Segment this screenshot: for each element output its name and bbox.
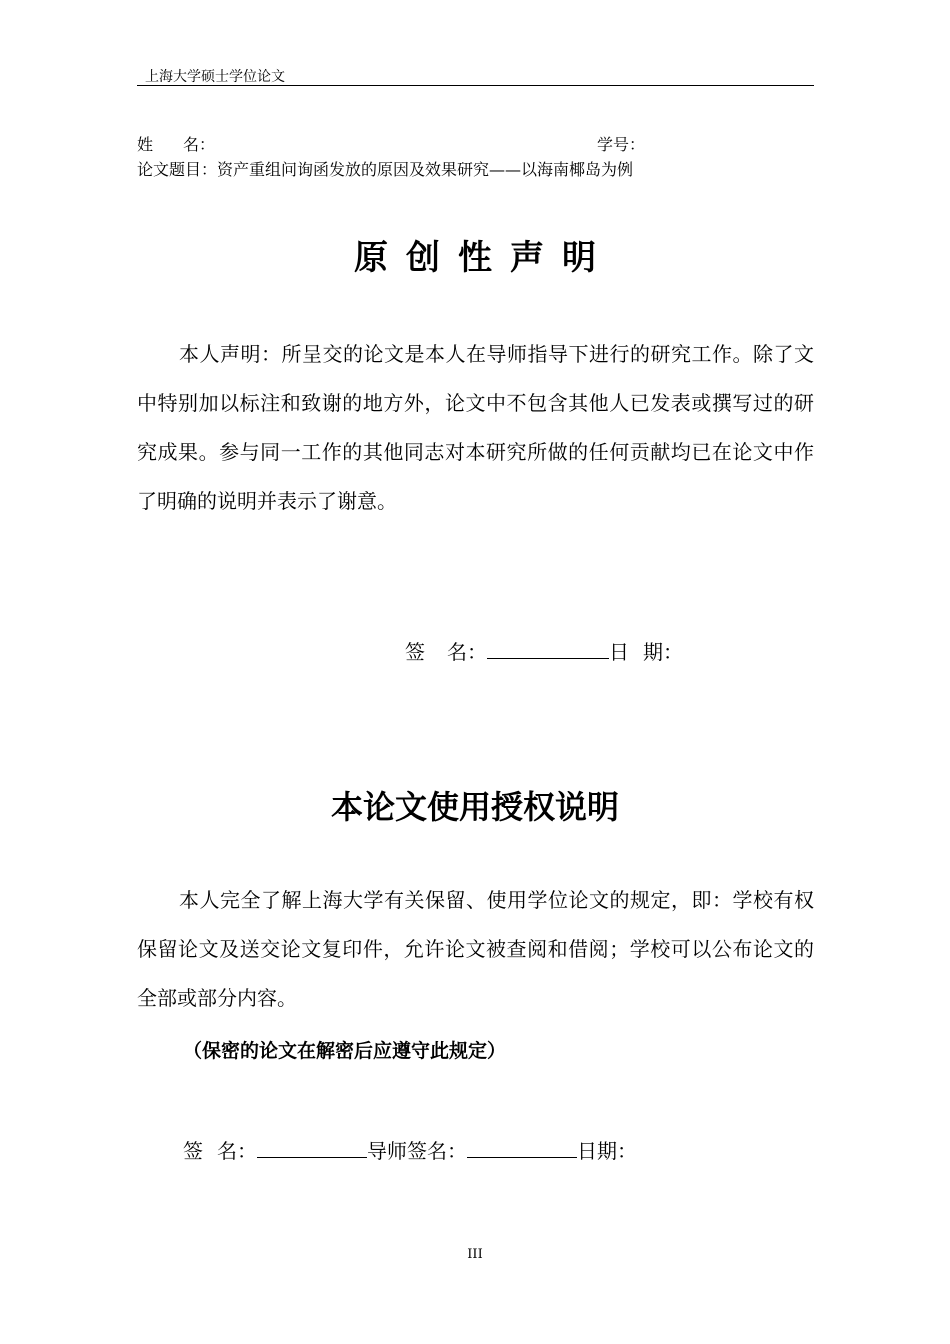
author-signature-blank[interactable] xyxy=(257,1139,367,1158)
sign-label-char-2: 名： xyxy=(447,640,487,664)
page-number: III xyxy=(467,1247,483,1262)
signature-blank[interactable] xyxy=(487,640,609,659)
confidential-note: （保密的论文在解密后应遵守此规定） xyxy=(183,1040,507,1062)
date-label-char-2: 期： xyxy=(643,640,683,664)
auth-date-label: 日期： xyxy=(577,1139,637,1163)
declaration-heading: 原创性声明 xyxy=(354,238,614,278)
sign-label-char-1: 签 xyxy=(405,640,425,664)
auth-sign-label-char-2: 名： xyxy=(217,1139,257,1163)
authorization-signature-row xyxy=(183,1135,637,1164)
declaration-signature-row xyxy=(405,636,683,665)
running-header: 上海大学硕士学位论文 xyxy=(145,69,285,85)
name-label-char-1: 姓 xyxy=(137,135,154,154)
authorization-heading: 本论文使用授权说明 xyxy=(330,788,619,826)
date-label-char-1: 日 xyxy=(609,640,629,664)
header-rule xyxy=(137,85,814,86)
name-label-char-2: 名： xyxy=(183,135,216,154)
auth-sign-label-char-1: 签 xyxy=(183,1139,203,1163)
name-label xyxy=(137,132,215,155)
authorization-paragraph: 本人完全了解上海大学有关保留、使用学位论文的规定，即：学校有权保留论文及送交论文复印件，允许论文被查阅和借阅；学校可以公布论文的全部或部分内容。 xyxy=(137,888,814,1010)
student-id-label: 学号： xyxy=(597,135,646,154)
declaration-paragraph: 本人声明：所呈交的论文是本人在导师指导下进行的研究工作。除了文中特别加以标注和致谢的地方外，论文中不包含其他人已发表或撰写过的研究成果。参与同一工作的其他同志对本研究所做的任何贡献均已在论文中作了明确的说明并表示了谢意。 xyxy=(137,342,814,513)
supervisor-signature-blank[interactable] xyxy=(467,1139,577,1158)
thesis-title-line: 论文题目：资产重组问询函发放的原因及效果研究——以海南椰岛为例 xyxy=(137,160,634,179)
supervisor-sign-label: 导师签名： xyxy=(367,1139,467,1163)
